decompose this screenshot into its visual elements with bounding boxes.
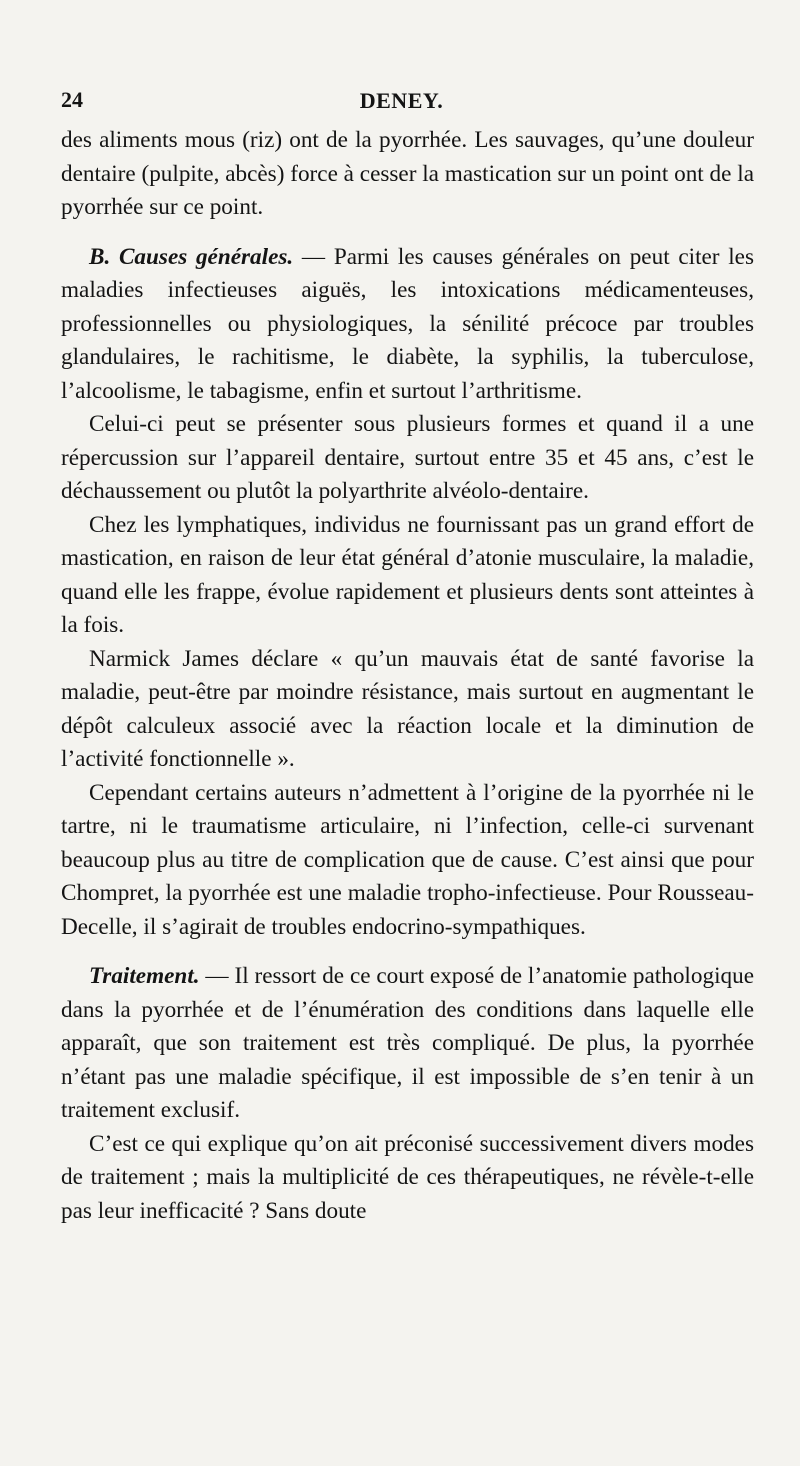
paragraph-text: Cependant certains auteurs n’admettent à l’origine de la pyorrhée ni le tartre, ni le traumatisme articulaire, ni l’infection, celle-ci survenant beaucoup plus au titre de complication que de cause. C’est ainsi que pour Chompret, la pyorrhée est une maladie tropho-infectieuse. Pour Rousseau-Decelle, il s’agirait de troubles endocrino-sympathiques. xyxy=(61,779,754,940)
paragraph-4 xyxy=(61,509,754,643)
paragraph-8 xyxy=(61,1128,754,1229)
paragraph-text: Narmick James déclare « qu’un mauvais état de santé favorise la maladie, peut-être par moindre résistance, mais surtout en augmentant le dépôt calculeux associé avec la réaction locale et la diminution de l’activité fonctionnelle ». xyxy=(61,645,754,772)
paragraph-3 xyxy=(61,408,754,509)
page-body xyxy=(61,124,754,1228)
paragraph-5 xyxy=(61,643,754,777)
paragraph-traitement xyxy=(61,960,754,1128)
paragraph-text: des aliments mous (riz) ont de la pyorrhée. Les sauvages, qu’une douleur dentaire (pulpite, abcès) force à cesser la mastication sur un point ont de la pyorrhée sur ce point. xyxy=(61,127,754,220)
paragraph-1 xyxy=(61,124,754,225)
page-number: 24 xyxy=(61,87,83,112)
running-title: DENEY. xyxy=(359,88,444,113)
page-header xyxy=(61,84,742,118)
paragraph-text: — Parmi les causes générales on peut citer les maladies infectieuses aiguës, les intoxications médicamenteuses, professionnelles ou physiologiques, la sénilité précoce par troubles glandulaires, le rachitisme, le diabète, la syphilis, la tuberculose, l’alcoolisme, le tabagisme, enfin et surtout l’arthritisme. xyxy=(61,243,754,404)
paragraph-causes-generales xyxy=(61,241,754,409)
paragraph-text: Chez les lymphatiques, individus ne fournissant pas un grand effort de mastication, en raison de leur état général d’atonie musculaire, la maladie, quand elle les frappe, évolue rapidement et plusieurs dents sont atteintes à la fois. xyxy=(61,511,754,638)
paragraph-text: C’est ce qui explique qu’on ait préconisé successivement divers modes de traitement ; mais la multiplicité de ces thérapeutiques, ne révèle-t-elle pas leur inefficacité ? Sans doute xyxy=(61,1130,754,1224)
section-heading-causes-generales: B. Causes générales. xyxy=(89,243,294,270)
paragraph-text: Celui-ci peut se présenter sous plusieurs formes et quand il a une répercussion sur l’appareil dentaire, surtout entre 35 et 45 ans, c’est le déchaussement ou plutôt la polyarthrite alvéolo-dentaire. xyxy=(61,411,754,504)
paragraph-text: — Il ressort de ce court exposé de l’anatomie pathologique dans la pyorrhée et de l’énumération des conditions dans laquelle elle apparaît, que son traitement est très compliqué. De plus, la pyorrhée n’étant pas une maladie spécifique, il est impossible de s’en tenir à un traitement exclusif. xyxy=(61,963,754,1123)
paragraph-6 xyxy=(61,777,754,945)
section-heading-traitement: Traitement. xyxy=(89,963,200,989)
